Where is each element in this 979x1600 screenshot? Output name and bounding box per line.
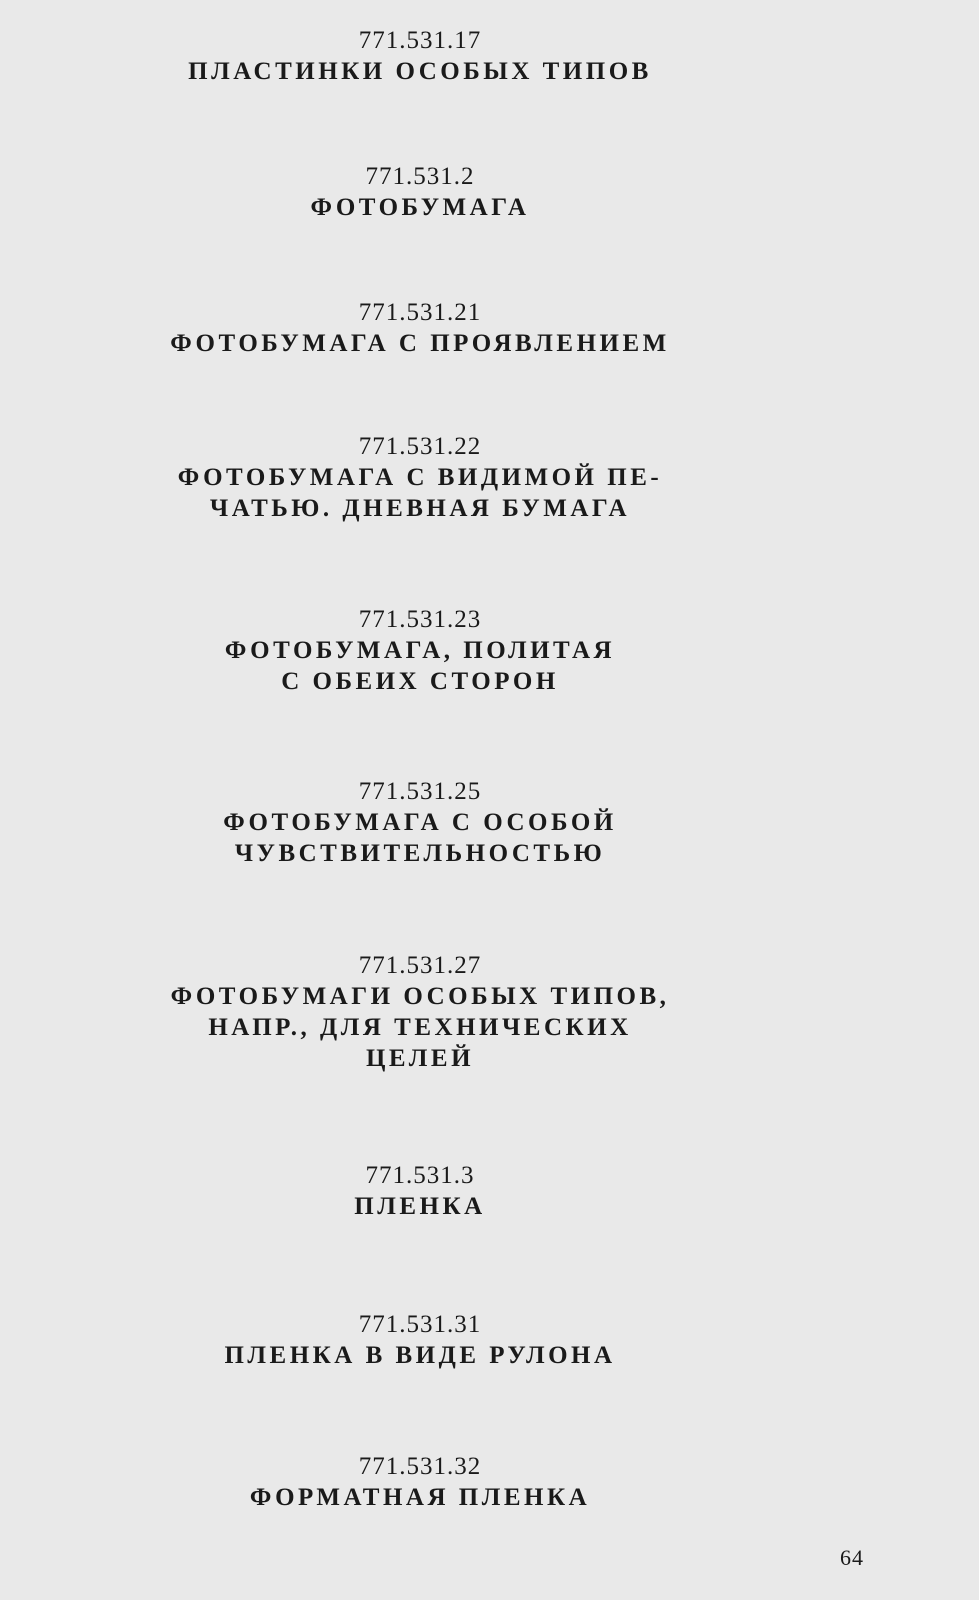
entry-code: 771.531.3 bbox=[365, 1162, 475, 1189]
entry-title-line: ЦЕЛЕЙ bbox=[365, 1045, 475, 1072]
entry-title-line: ФОТОБУМАГА С ВИДИМОЙ ПЕ- bbox=[177, 464, 663, 491]
entry-title: ПЛАСТИНКИ ОСОБЫХ ТИПОВ bbox=[188, 58, 652, 85]
entry-771-531-22 bbox=[0, 432, 840, 524]
entry-771-531-21 bbox=[0, 298, 840, 359]
entry-771-531-23 bbox=[0, 605, 840, 697]
entry-title-line: ФОТОБУМАГИ ОСОБЫХ ТИПОВ, bbox=[170, 983, 670, 1010]
entry-771-531-2 bbox=[0, 162, 840, 223]
entry-title-line: С ОБЕИХ СТОРОН bbox=[281, 668, 559, 695]
entry-771-531-32 bbox=[0, 1452, 840, 1513]
entry-title-line: ЧУВСТВИТЕЛЬНОСТЬЮ bbox=[234, 840, 606, 867]
entry-title-line: НАПР., ДЛЯ ТЕХНИЧЕСКИХ bbox=[208, 1014, 632, 1041]
entry-code: 771.531.27 bbox=[358, 952, 482, 979]
entry-code: 771.531.31 bbox=[358, 1311, 482, 1338]
entry-title: ФОТОБУМАГА С ПРОЯВЛЕНИЕМ bbox=[170, 330, 670, 357]
entry-code: 771.531.17 bbox=[358, 27, 482, 54]
entry-title-line: ФОТОБУМАГА С ОСОБОЙ bbox=[223, 809, 617, 836]
entry-code: 771.531.25 bbox=[358, 778, 482, 805]
entry-771-531-17 bbox=[0, 26, 840, 87]
entry-code: 771.531.2 bbox=[365, 163, 475, 190]
entry-771-531-27 bbox=[0, 951, 840, 1074]
entry-771-531-31 bbox=[0, 1310, 840, 1371]
entry-code: 771.531.21 bbox=[358, 299, 482, 326]
entry-title: ПЛЕНКА В ВИДЕ РУЛОНА bbox=[224, 1342, 616, 1369]
entry-title-line: ЧАТЬЮ. ДНЕВНАЯ БУМАГА bbox=[209, 495, 631, 522]
entry-code: 771.531.32 bbox=[358, 1453, 482, 1480]
entry-code: 771.531.23 bbox=[358, 606, 482, 633]
entry-title: ПЛЕНКА bbox=[354, 1193, 486, 1220]
entry-code: 771.531.22 bbox=[358, 433, 482, 460]
entry-title-line: ФОТОБУМАГА, ПОЛИТАЯ bbox=[224, 637, 616, 664]
page-number: 64 bbox=[840, 1545, 864, 1570]
entry-title: ФОРМАТНАЯ ПЛЕНКА bbox=[249, 1484, 591, 1511]
entry-771-531-3 bbox=[0, 1161, 840, 1222]
entry-title: ФОТОБУМАГА bbox=[310, 194, 530, 221]
entry-771-531-25 bbox=[0, 777, 840, 869]
